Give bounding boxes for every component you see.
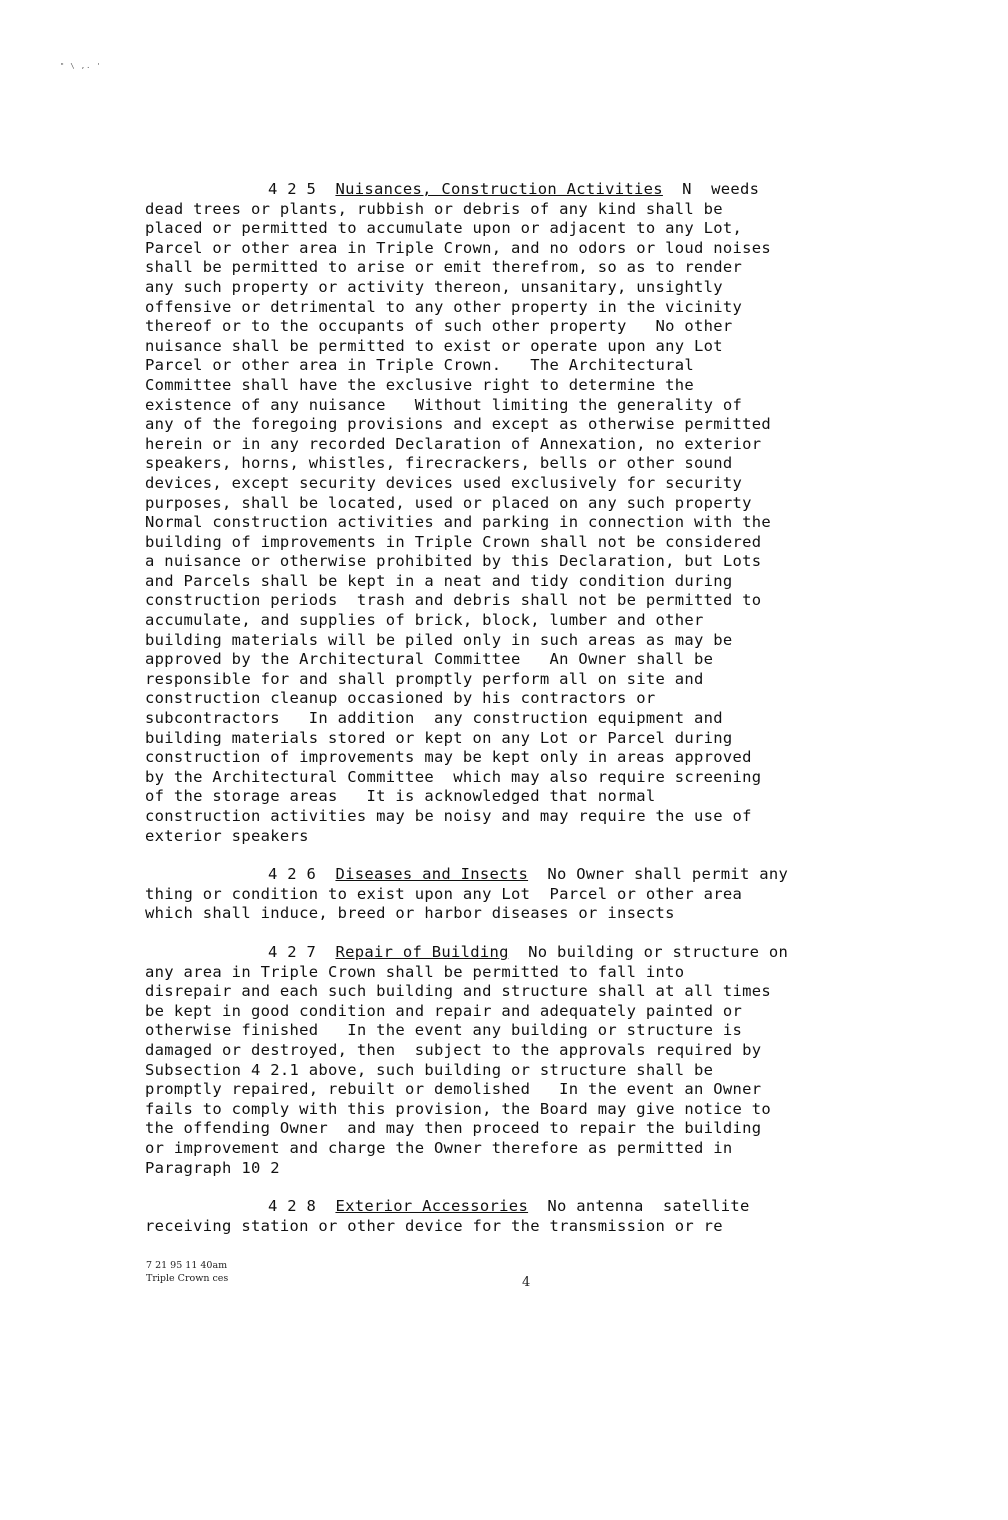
text-line: herein or in any recorded Declaration of Annexation, no exterior <box>145 434 762 453</box>
text-line: construction cleanup occasioned by his contractors or <box>145 689 656 708</box>
text-line: purposes, shall be located, used or placed on any such property <box>145 493 752 512</box>
text-line: fails to comply with this provision, the Board may give notice to <box>145 1099 772 1118</box>
footer-timestamp: 7 21 95 11 40am <box>146 1260 228 1271</box>
section-first-line-text: No building or structure on <box>508 942 789 961</box>
section <box>145 943 935 1178</box>
text-line: damaged or destroyed, then subject to the approvals required by <box>145 1040 762 1059</box>
text-line: Parcel or other area in Triple Crown. The Architectural <box>145 356 695 375</box>
text-line: thing or condition to exist upon any Lot Parcel or other area <box>145 884 743 903</box>
text-line: Committee shall have the exclusive right to determine the <box>145 375 695 394</box>
section <box>145 180 935 846</box>
text-line: speakers, horns, whistles, firecrackers, bells or other sound <box>145 454 733 473</box>
section-number: 4 2 8 <box>268 1197 317 1216</box>
section <box>145 865 935 924</box>
text-line: Normal construction activities and parking in connection with the <box>145 513 772 532</box>
text-line: and Parcels shall be kept in a neat and tidy condition during <box>145 571 733 590</box>
text-line: subcontractors In addition any construction equipment and <box>145 709 723 728</box>
section-heading: Nuisances, Construction Activities <box>335 180 663 198</box>
section-heading: Repair of Building <box>335 942 509 961</box>
text-line: accumulate, and supplies of brick, block, lumber and other <box>145 611 704 630</box>
section-first-line-text: N weeds <box>662 180 760 198</box>
text-line: otherwise finished In the event any building or structure is <box>145 1021 743 1040</box>
text-line: or improvement and charge the Owner therefore as permitted in <box>145 1138 733 1157</box>
section-first-line <box>145 1197 935 1217</box>
section-first-line-text: No antenna satellite <box>528 1197 750 1216</box>
text-line: a nuisance or otherwise prohibited by this Declaration, but Lots <box>145 552 762 571</box>
text-line: construction of improvements may be kept only in areas approved <box>145 748 752 767</box>
text-line: approved by the Architectural Committee An Owner shall be <box>145 650 714 669</box>
corner-mark: " \ ,. ' <box>60 62 102 70</box>
text-line: any such property or activity thereon, unsanitary, unsightly <box>145 277 723 296</box>
text-line: receiving station or other device for the transmission or re <box>145 1216 723 1235</box>
text-line: responsible for and shall promptly perform all on site and <box>145 669 704 688</box>
section-number: 4 2 5 <box>268 180 317 198</box>
text-line: construction activities may be noisy and may require the use of <box>145 807 752 825</box>
section-number: 4 2 7 <box>268 942 317 961</box>
page-number: 4 <box>522 1275 531 1290</box>
text-line: by the Architectural Committee which may also require screening <box>145 767 762 786</box>
text-line: any area in Triple Crown shall be permitted to fall into <box>145 962 685 981</box>
section-first-line <box>145 180 935 200</box>
section-first-line <box>145 943 935 963</box>
text-line: devices, except security devices used exclusively for security <box>145 473 743 492</box>
text-line: construction periods trash and debris shall not be permitted to <box>145 591 762 610</box>
footer-metadata <box>146 1259 228 1285</box>
text-line: which shall induce, breed or harbor diseases or insects <box>145 904 675 923</box>
section-first-line-text: No Owner shall permit any <box>528 865 789 884</box>
text-line: disrepair and each such building and structure shall at all times <box>145 982 772 1001</box>
text-line: nuisance shall be permitted to exist or operate upon any Lot <box>145 336 723 355</box>
text-line: of the storage areas It is acknowledged that normal <box>145 787 656 806</box>
section-number: 4 2 6 <box>268 865 317 884</box>
text-line: Subsection 4 2.1 above, such building or structure shall be <box>145 1060 714 1079</box>
text-line: Paragraph 10 2 <box>145 1158 280 1177</box>
section-heading: Exterior Accessories <box>335 1197 529 1216</box>
text-line: building of improvements in Triple Crown shall not be considered <box>145 532 762 551</box>
text-line: existence of any nuisance Without limiting the generality of <box>145 395 743 414</box>
text-line: thereof or to the occupants of such other property No other <box>145 317 733 336</box>
text-line: the offending Owner and may then proceed to repair the building <box>145 1119 762 1138</box>
text-line: be kept in good condition and repair and adequately painted or <box>145 1001 743 1020</box>
text-line: building materials stored or kept on any Lot or Parcel during <box>145 728 733 747</box>
text-line: Parcel or other area in Triple Crown, and no odors or loud noises <box>145 238 772 257</box>
text-line: building materials will be piled only in such areas as may be <box>145 630 733 649</box>
section <box>145 1197 935 1236</box>
section-first-line <box>145 865 935 885</box>
text-line: dead trees or plants, rubbish or debris of any kind shall be <box>145 199 723 218</box>
text-line: offensive or detrimental to any other property in the vicinity <box>145 297 743 316</box>
text-line: shall be permitted to arise or emit therefrom, so as to render <box>145 258 743 277</box>
text-line: promptly repaired, rebuilt or demolished In the event an Owner <box>145 1080 762 1099</box>
text-line: any of the foregoing provisions and except as otherwise permitted <box>145 415 772 434</box>
footer-filename: Triple Crown ces <box>146 1273 229 1284</box>
section-heading: Diseases and Insects <box>335 865 529 884</box>
document-body <box>145 180 935 1236</box>
text-line: exterior speakers <box>145 826 309 845</box>
text-line: placed or permitted to accumulate upon or adjacent to any Lot, <box>145 219 743 238</box>
